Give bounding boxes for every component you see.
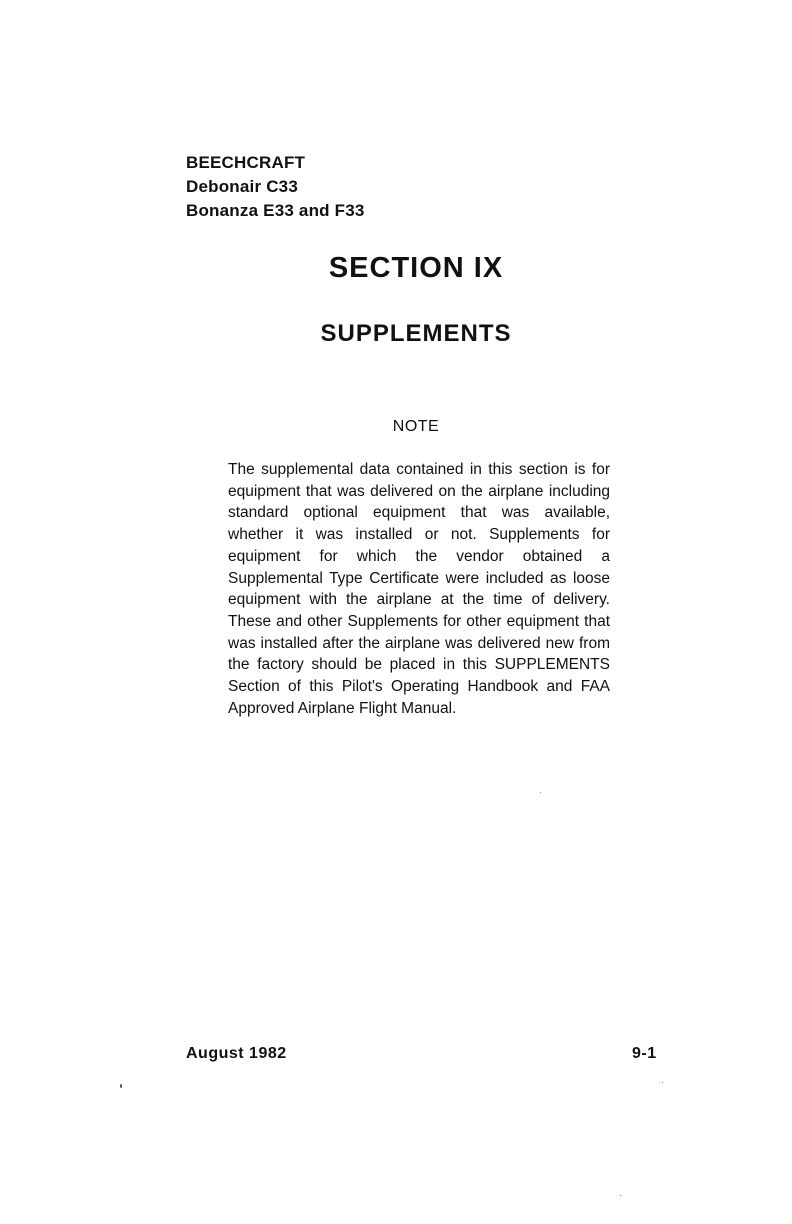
scan-speck [662,1082,663,1083]
manufacturer-name: BEECHCRAFT [186,153,306,172]
scan-speck [620,1195,621,1196]
scan-speck [540,792,541,793]
footer-date: August 1982 [186,1045,287,1062]
scan-speck [120,1084,122,1088]
model-bonanza: Bonanza E33 and F33 [186,201,365,220]
section-title: SUPPLEMENTS [320,320,512,347]
model-debonair: Debonair C33 [186,177,298,196]
note-body: The supplemental data contained in this section is for equipment that was delivered on the airplane including standard optional equipment that was available, whether it was installed or not. Supplements for equipment for which the vendor obtained a Supplemental Type Certificate were included as loose equipment with the airplane at the time of delivery. These and other Supplements for other equipment that was installed after the airplane was delivered new from the factory should be placed in this SUPPLEMENTS Section of this Pilot's Operating Handbook and FAA Approved Airplane Flight Manual. [228,461,610,717]
footer-page-number: 9-1 [632,1045,657,1062]
note-label: NOTE [392,418,440,435]
section-number: SECTION IX [328,252,504,284]
